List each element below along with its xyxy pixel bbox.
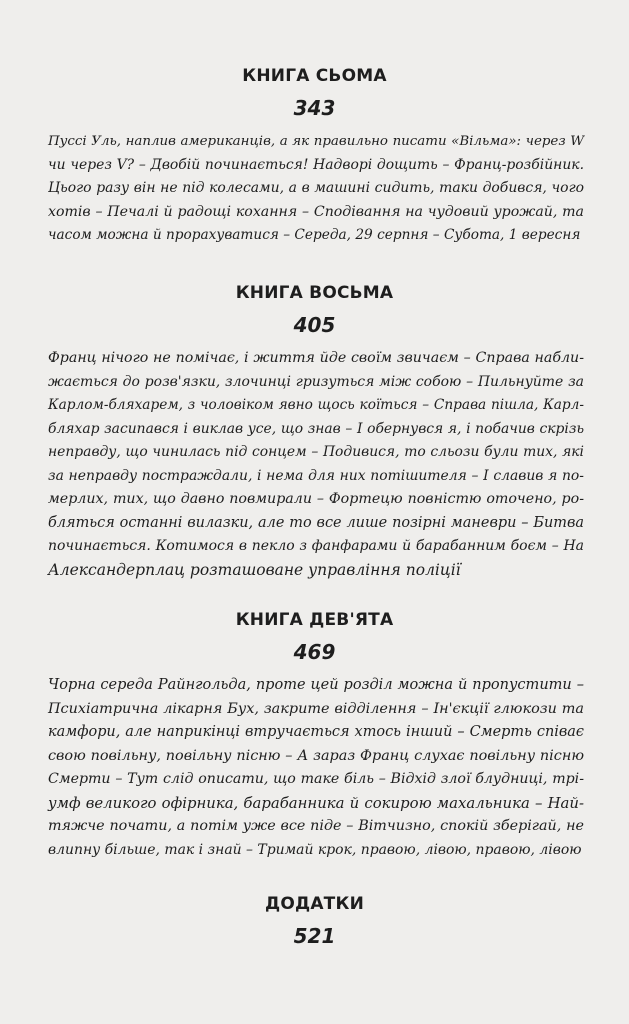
page-number: 469	[293, 640, 336, 664]
contents-entry-book-nine	[0, 610, 629, 664]
summary-line: Психіатрична лікарня Бух, закрите відділення – Ін'єкції глюкози та	[48, 700, 584, 717]
contents-entry-book-seven	[0, 66, 629, 120]
summary-line: свою повільну, повільну пісню – А зараз Франц слухає повільну пісню	[48, 747, 584, 764]
summary-line: хотів – Печалі й радощі кохання – Сподівання на чудовий урожай, та	[48, 203, 584, 220]
section-summary	[48, 674, 584, 862]
summary-line: Чорна середа Райнгольда, проте цей розділ можна й пропустити –	[48, 677, 584, 693]
summary-line: Пуссі Уль, наплив американців, а як правильно писати «Вільма»: через W	[48, 134, 584, 149]
summary-line: жається до розв'язки, злочинці гризуться між собою – Пильнуйте за	[48, 373, 584, 390]
summary-line: тяжче почати, а потім уже все піде – Вітчизно, спокій зберігай, не	[48, 818, 584, 834]
summary-line: бляться останні вилазки, але то все лише позірні маневри – Битва	[48, 514, 584, 531]
summary-line: мерлих, тих, що давно повмирали – Фортецю повністю оточено, ро-	[48, 491, 584, 507]
summary-line: за неправду постраждали, і нема для них потішителя – І славив я по-	[48, 467, 584, 484]
summary-line: Цього разу він не під колесами, а в машині сидить, таки добився, чого	[48, 180, 584, 196]
section-summary	[48, 347, 584, 582]
contents-entry-book-eight	[0, 283, 629, 337]
contents-entry-appendices	[0, 894, 629, 948]
section-title: КНИГА СЬОМА	[242, 66, 387, 86]
summary-line: Смерти – Тут слід описати, що таке біль – Відхід злої блудниці, трі-	[48, 771, 584, 787]
section-title: КНИГА ДЕВ'ЯТА	[235, 610, 394, 630]
page-number: 343	[293, 96, 336, 120]
summary-line: Александерплац розташоване управління поліції	[48, 560, 461, 579]
summary-line: неправду, що чинилась під сонцем – Подивися, то сльози були тих, які	[48, 444, 584, 460]
summary-line: бляхар засипався і виклав усе, що знав – І обернувся я, і побачив скрізь	[48, 420, 584, 437]
summary-line: камфори, але наприкінці втручається хтось інший – Смерть співає	[48, 724, 584, 740]
section-title: КНИГА ВОСЬМА	[235, 283, 394, 303]
summary-line: Франц нічого не помічає, і життя йде своїм звичаєм – Справа набли-	[48, 350, 584, 366]
section-summary	[48, 130, 584, 248]
summary-line: чи через V? – Двобій починається! Надворі дощить – Франц-розбійник.	[48, 156, 584, 173]
page-number: 521	[293, 924, 336, 948]
summary-line: влипну більше, так і знай – Тримай крок, правою, лівою, правою, лівою	[48, 841, 582, 858]
summary-line: часом можна й прорахуватися – Середа, 29 серпня – Субота, 1 вересня	[48, 227, 581, 243]
section-title: ДОДАТКИ	[264, 894, 364, 914]
summary-line: починається. Котимося в пекло з фанфарами й барабанним боєм – На	[48, 538, 584, 554]
summary-line: Карлом-бляхарем, з чоловіком явно щось коїться – Справа пішла, Карл-	[48, 397, 584, 413]
page-number: 405	[293, 313, 336, 337]
summary-line: умф великого офірника, барабанника й сокирою махальника – Най-	[48, 793, 584, 812]
